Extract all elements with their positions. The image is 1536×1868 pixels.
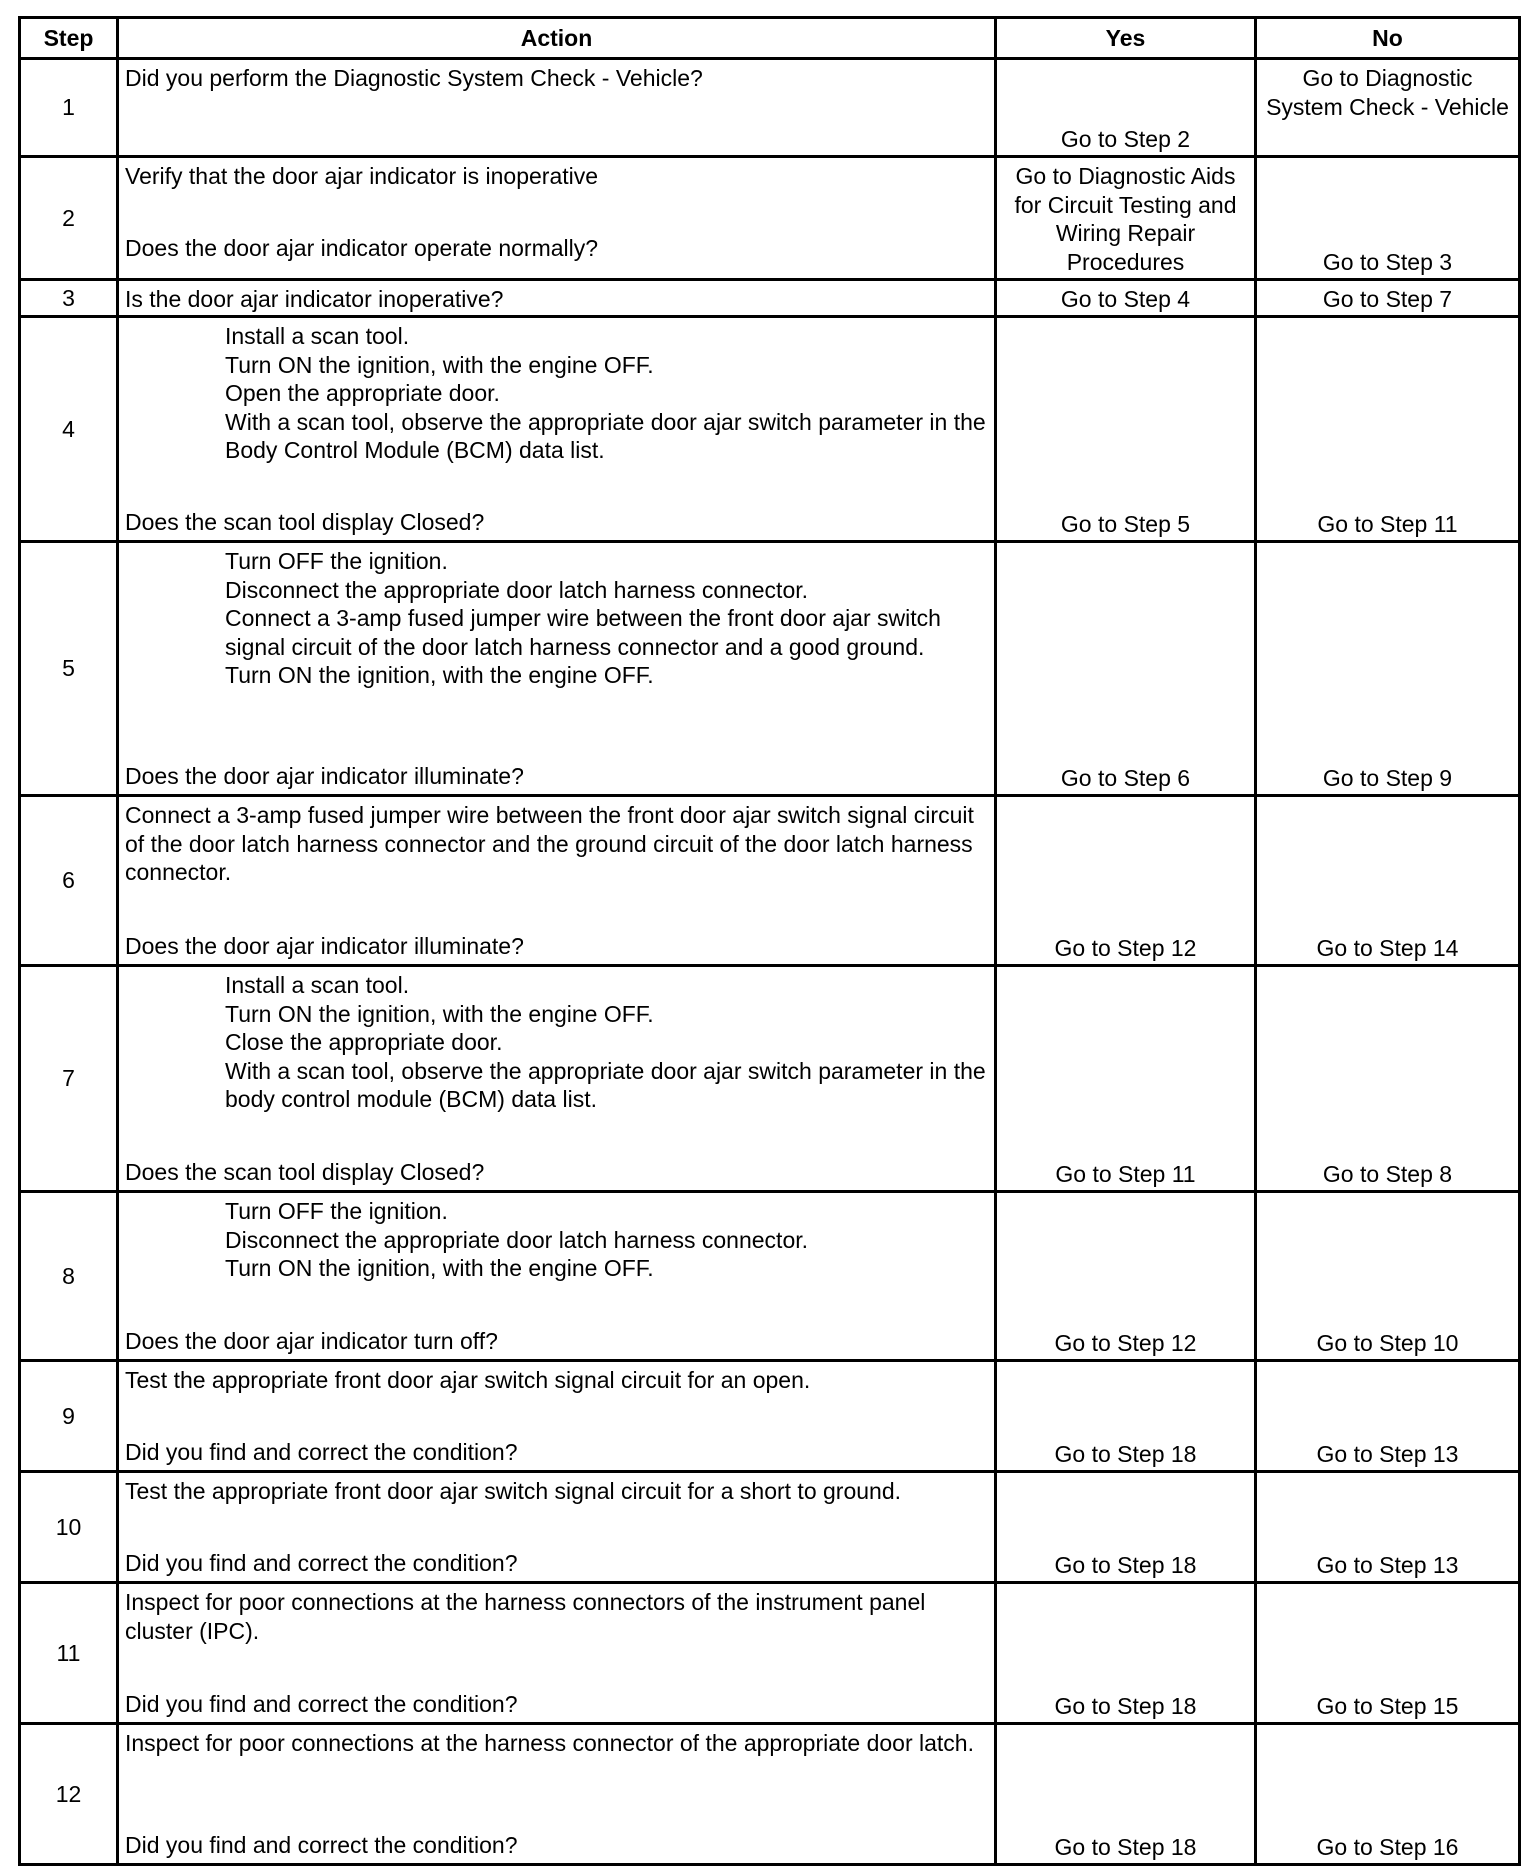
table-row	[20, 542, 1520, 796]
yes-cell: Go to Step 12	[996, 796, 1256, 966]
no-cell: Go to Step 13	[1256, 1472, 1520, 1583]
action-question: Does the door ajar indicator turn off?	[125, 1327, 498, 1354]
header-row	[20, 18, 1520, 59]
step-number: 10	[20, 1472, 118, 1583]
action-cell	[118, 1724, 996, 1865]
action-question: Does the scan tool display Closed?	[125, 508, 485, 535]
action-substep: Turn ON the ignition, with the engine OFF.	[225, 662, 654, 688]
header-action: Action	[118, 18, 996, 59]
yes-cell: Go to Step 4	[996, 280, 1256, 317]
action-substep: Turn OFF the ignition.	[225, 548, 448, 574]
header-step: Step	[20, 18, 118, 59]
no-cell: Go to Step 16	[1256, 1724, 1520, 1865]
action-text: Inspect for poor connections at the harness connectors of the instrument panel cluster (IPC).	[125, 1589, 926, 1644]
action-substep: Turn OFF the ignition.	[225, 1198, 448, 1224]
table-row	[20, 966, 1520, 1192]
table-row	[20, 1472, 1520, 1583]
action-substep: With a scan tool, observe the appropriate door ajar switch parameter in the body control module (BCM) data list.	[225, 1057, 986, 1112]
no-cell: Go to Step 13	[1256, 1361, 1520, 1472]
action-question: Does the door ajar indicator operate normally?	[125, 234, 599, 261]
table-row	[20, 1583, 1520, 1724]
action-substep: Disconnect the appropriate door latch harness connector.	[225, 1226, 809, 1253]
step-number: 6	[20, 796, 118, 966]
no-cell: Go to Step 10	[1256, 1192, 1520, 1361]
action-cell	[118, 1361, 996, 1472]
action-cell	[118, 280, 996, 317]
action-question: Does the door ajar indicator illuminate?	[125, 932, 524, 959]
action-substep: Turn ON the ignition, with the engine OFF.	[225, 1000, 654, 1027]
header-no: No	[1256, 18, 1520, 59]
action-cell	[118, 1192, 996, 1361]
table-row	[20, 1192, 1520, 1361]
table-row	[20, 1724, 1520, 1865]
action-substep: Disconnect the appropriate door latch harness connector.	[225, 576, 809, 603]
yes-cell: Go to Diagnostic Aids for Circuit Testing and Wiring Repair Procedures	[996, 157, 1256, 280]
action-question: Is the door ajar indicator inoperative?	[125, 286, 504, 312]
no-cell: Go to Step 11	[1256, 317, 1520, 542]
action-substep: With a scan tool, observe the appropriate door ajar switch parameter in the Body Control Module (BCM) data list.	[225, 408, 986, 463]
no-cell: Go to Step 14	[1256, 796, 1520, 966]
yes-cell: Go to Step 2	[996, 59, 1256, 157]
step-number: 12	[20, 1724, 118, 1865]
yes-cell: Go to Step 18	[996, 1361, 1256, 1472]
yes-cell: Go to Step 11	[996, 966, 1256, 1192]
action-cell	[118, 1583, 996, 1724]
step-number: 2	[20, 157, 118, 280]
action-cell	[118, 157, 996, 280]
step-number: 3	[20, 280, 118, 317]
step-number: 11	[20, 1583, 118, 1724]
no-cell: Go to Diagnostic System Check - Vehicle	[1256, 59, 1520, 157]
action-text: Inspect for poor connections at the harness connector of the appropriate door latch.	[125, 1730, 974, 1756]
action-question: Did you perform the Diagnostic System Check - Vehicle?	[125, 65, 703, 91]
yes-cell: Go to Step 6	[996, 542, 1256, 796]
yes-cell: Go to Step 18	[996, 1583, 1256, 1724]
step-number: 9	[20, 1361, 118, 1472]
action-cell	[118, 796, 996, 966]
step-number: 4	[20, 317, 118, 542]
action-substep: Install a scan tool.	[225, 972, 410, 998]
action-cell	[118, 542, 996, 796]
action-substep: Turn ON the ignition, with the engine OFF.	[225, 1255, 654, 1281]
action-question: Did you find and correct the condition?	[125, 1690, 518, 1717]
no-cell: Go to Step 15	[1256, 1583, 1520, 1724]
action-question: Does the scan tool display Closed?	[125, 1158, 485, 1185]
yes-cell: Go to Step 18	[996, 1472, 1256, 1583]
no-cell: Go to Step 3	[1256, 157, 1520, 280]
action-cell	[118, 59, 996, 157]
action-cell	[118, 966, 996, 1192]
action-substep: Turn ON the ignition, with the engine OFF.	[225, 351, 654, 378]
yes-cell: Go to Step 12	[996, 1192, 1256, 1361]
step-number: 5	[20, 542, 118, 796]
action-substep: Open the appropriate door.	[225, 380, 500, 406]
no-cell: Go to Step 7	[1256, 280, 1520, 317]
step-number: 1	[20, 59, 118, 157]
action-substep: Close the appropriate door.	[225, 1029, 503, 1055]
diagnostic-table	[18, 16, 1521, 1866]
action-text: Connect a 3-amp fused jumper wire between the front door ajar switch signal circuit of the door latch harness connector and the ground circuit of the door latch harness connector.	[125, 802, 974, 885]
table-row	[20, 157, 1520, 280]
action-text: Test the appropriate front door ajar switch signal circuit for a short to ground.	[125, 1478, 902, 1504]
action-substep: Install a scan tool.	[225, 323, 410, 349]
table-row	[20, 317, 1520, 542]
action-question: Did you find and correct the condition?	[125, 1549, 518, 1576]
action-question: Did you find and correct the condition?	[125, 1438, 518, 1465]
table-row	[20, 1361, 1520, 1472]
yes-cell: Go to Step 5	[996, 317, 1256, 542]
table-body	[20, 59, 1520, 1865]
yes-cell: Go to Step 18	[996, 1724, 1256, 1865]
action-substep: Connect a 3-amp fused jumper wire between the front door ajar switch signal circuit of the door latch harness connector and a good ground.	[225, 605, 941, 660]
step-number: 7	[20, 966, 118, 1192]
action-text: Test the appropriate front door ajar switch signal circuit for an open.	[125, 1367, 811, 1393]
no-cell: Go to Step 9	[1256, 542, 1520, 796]
action-text: Verify that the door ajar indicator is inoperative	[125, 163, 599, 189]
no-cell: Go to Step 8	[1256, 966, 1520, 1192]
table-row	[20, 59, 1520, 157]
header-yes: Yes	[996, 18, 1256, 59]
step-number: 8	[20, 1192, 118, 1361]
table-row	[20, 796, 1520, 966]
table-row	[20, 280, 1520, 317]
action-question: Did you find and correct the condition?	[125, 1831, 518, 1858]
action-cell	[118, 317, 996, 542]
action-question: Does the door ajar indicator illuminate?	[125, 762, 524, 789]
action-cell	[118, 1472, 996, 1583]
